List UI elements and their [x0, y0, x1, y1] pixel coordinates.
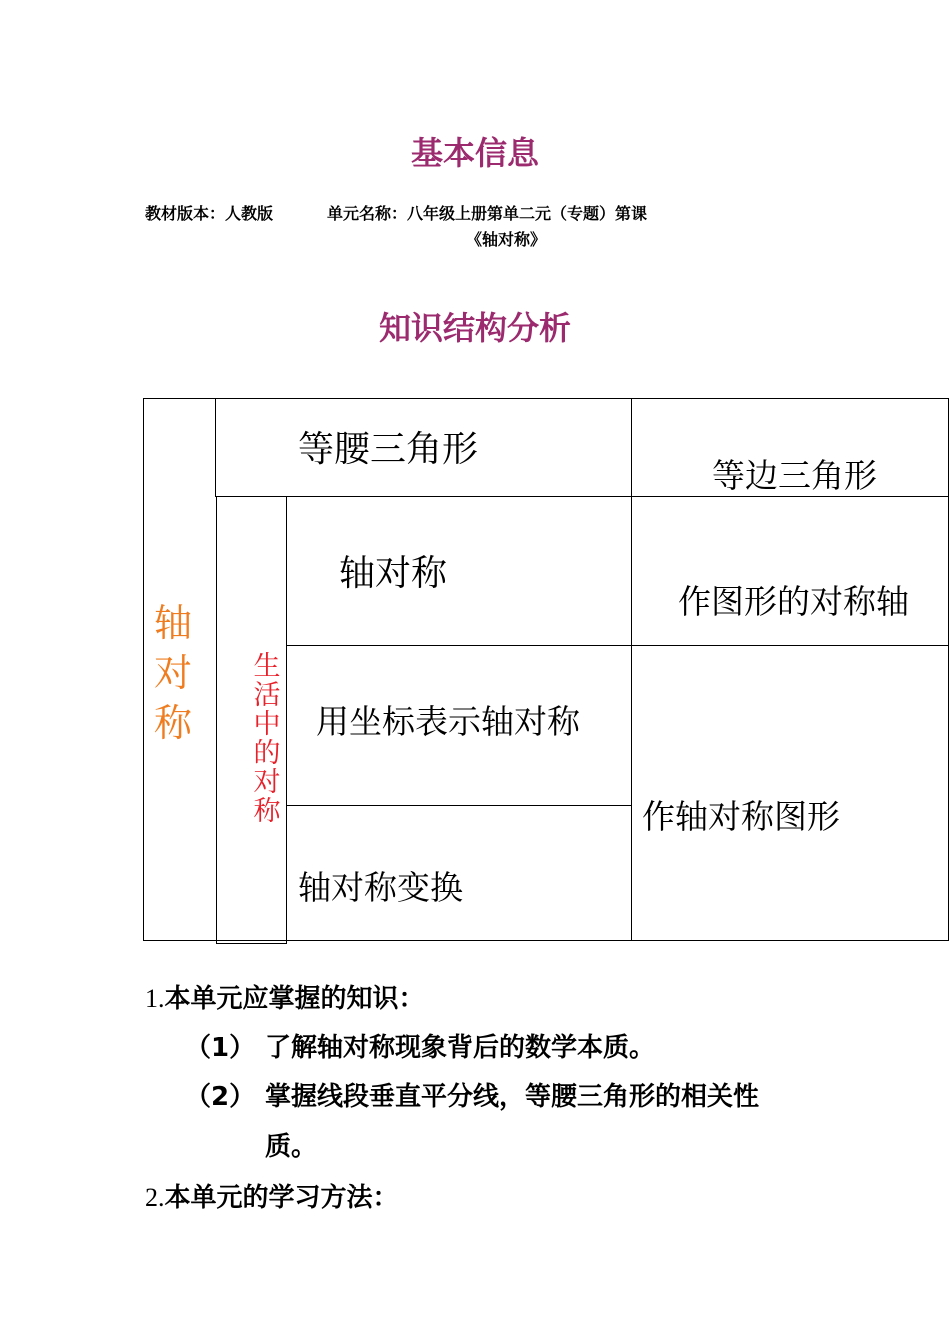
lesson-name: 《轴对称》: [466, 230, 547, 249]
unit-name: 单元名称：八年级上册第单二元（专题）第课: [327, 204, 648, 223]
knowledge-item-1-text: 了解轴对称现象背后的数学本质。: [265, 1033, 656, 1063]
inner-vertical-label: 生 活 中 的 对 称: [253, 651, 281, 827]
knowledge-item-2-text-cont: 质。: [265, 1132, 318, 1162]
outer-vertical-label: 轴 对 称: [153, 601, 192, 745]
knowledge-heading: 1.本单元应掌握的知识：: [145, 984, 425, 1014]
cell-coordinate-symmetry: 用坐标表示轴对称: [316, 702, 580, 741]
cell-equilateral-triangle: 等边三角形: [712, 456, 877, 495]
knowledge-item-2: （2）: [185, 1082, 256, 1112]
cell-draw-symmetric-figure: 作轴对称图形: [642, 797, 840, 836]
cell-symmetry-transform: 轴对称变换: [298, 868, 463, 907]
knowledge-item-1: （1）: [185, 1033, 256, 1063]
cell-isosceles-triangle: 等腰三角形: [298, 429, 479, 470]
knowledge-item-2-text: 掌握线段垂直平分线，等腰三角形的相关性: [265, 1082, 760, 1112]
cell-draw-symmetry-axis: 作图形的对称轴: [678, 582, 909, 621]
page-title: 基本信息: [410, 134, 539, 172]
method-heading: 2.本单元的学习方法：: [145, 1183, 399, 1213]
section-title: 知识结构分析: [378, 309, 571, 347]
textbook-edition: 教材版本：人教版: [145, 204, 274, 223]
cell-axis-symmetry: 轴对称: [339, 553, 448, 594]
